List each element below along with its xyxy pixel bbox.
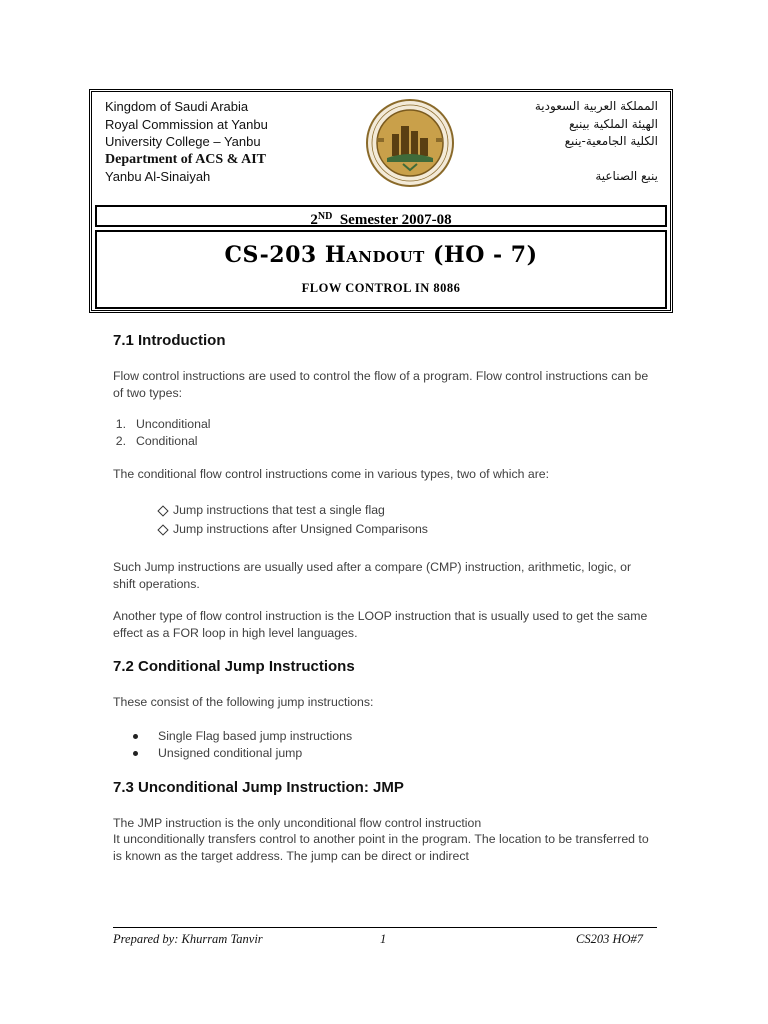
conditional-types-list <box>113 501 653 539</box>
list-item: Jump instructions that test a single flag <box>113 501 653 520</box>
conditional-jump-paragraph: These consist of the following jump instructions: <box>113 695 374 709</box>
footer-document-code: CS203 HO#7 <box>576 932 644 946</box>
semester-label: Semester 2007-08 <box>339 212 452 228</box>
footer-page-number: 1 <box>380 932 387 946</box>
institution-english <box>105 98 268 186</box>
list-item: Single Flag based jump instructions <box>113 728 653 745</box>
bullet-dot-icon <box>133 734 138 739</box>
header-box <box>89 89 673 313</box>
bullet-dot-icon <box>133 751 138 756</box>
jump-usage-paragraph: Such Jump instructions are usually used after a compare (CMP) instruction, arithmetic, logic, or shift operations. <box>113 560 632 591</box>
list-item: Unsigned conditional jump <box>113 745 653 762</box>
title-banner <box>95 230 667 309</box>
list-item: 1. Unconditional <box>115 417 211 431</box>
institution-line-arabic: الكلية الجامعية-ينبع <box>564 134 658 148</box>
semester-ordinal: 2 <box>310 212 318 228</box>
institution-line-arabic: الهيئة الملكية بينبع <box>569 116 658 131</box>
conditional-jump-list <box>113 728 653 762</box>
semester-ordinal-suffix: ND <box>317 211 333 222</box>
section-heading-conditional-jump: 7.2 Conditional Jump Instructions <box>113 658 355 675</box>
list-item: 2. Conditional <box>115 433 198 448</box>
loop-paragraph: Another type of flow control instruction is the LOOP instruction that is usually used to get the same effect as a FOR loop in high level languages. <box>113 609 648 640</box>
institution-location: Yanbu Al-Sinaiyah <box>105 169 211 184</box>
institution-header <box>92 92 670 200</box>
section-heading-jmp: 7.3 Unconditional Jump Instruction: JMP <box>113 779 404 796</box>
jmp-paragraph-1: The JMP instruction is the only unconditional flow control instruction <box>113 816 482 830</box>
handout-subtitle: FLOW CONTROL IN 8086 <box>301 281 461 295</box>
semester-banner <box>95 205 667 227</box>
institution-arabic <box>535 98 658 185</box>
conditional-types-paragraph: The conditional flow control instructions come in various types, two of which are: <box>113 467 550 481</box>
diamond-bullet-icon <box>157 524 168 535</box>
section-heading-introduction: 7.1 Introduction <box>113 332 226 349</box>
list-item: Jump instructions after Unsigned Comparisons <box>113 520 653 539</box>
department-name: Department of ACS & AIT <box>105 151 266 167</box>
diamond-bullet-icon <box>157 505 168 516</box>
footer-rule <box>113 927 657 928</box>
flow-types-list <box>113 416 211 449</box>
jmp-paragraph-2: It unconditionally transfers control to another point in the program. The location to be transferred to is known as the target address. The jump can be direct or indirect <box>113 832 649 863</box>
institution-line: Kingdom of Saudi Arabia <box>105 99 249 114</box>
intro-paragraph: Flow control instructions are used to control the flow of a program. Flow control instructions can be of two types: <box>113 369 649 400</box>
university-seal-icon <box>365 98 455 188</box>
footer-author: Prepared by: Khurram Tanvir <box>113 932 263 946</box>
institution-line-arabic: المملكة العربية السعودية <box>534 99 658 113</box>
handout-title: CS-203 Handout (HO - 7) <box>224 242 538 268</box>
institution-line: University College – Yanbu <box>105 134 261 149</box>
institution-line: Royal Commission at Yanbu <box>105 116 268 132</box>
institution-location-arabic: ينبع الصناعية <box>595 168 658 183</box>
